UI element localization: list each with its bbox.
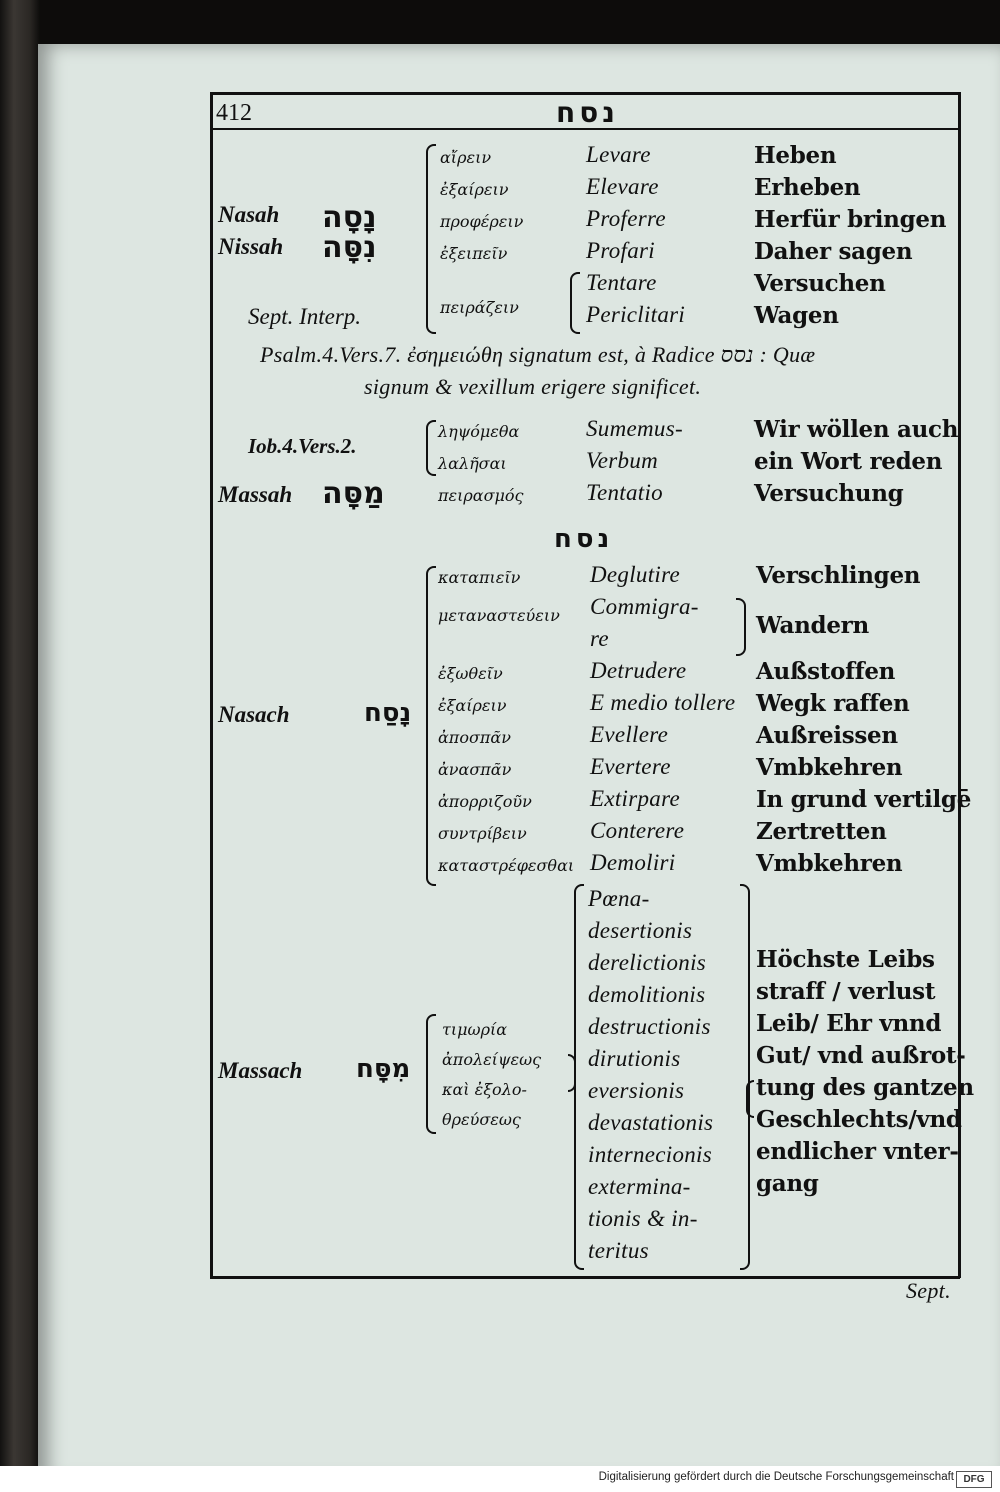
german-2-1: Wir wöllen auch: [754, 416, 959, 443]
label-massach: Massach: [218, 1058, 303, 1083]
latin-3-4: Detrudere: [590, 658, 687, 683]
brace-tentare: [570, 272, 580, 334]
german-4-5: tung des gantzen: [756, 1074, 974, 1101]
latin-1-2: Elevare: [586, 174, 659, 199]
german-1-2: Erheben: [754, 174, 861, 201]
hebrew-nasach: נָסַח: [364, 698, 412, 728]
german-4-1: Höchste Leibs: [756, 946, 935, 973]
german-3-3: Außstoffen: [756, 658, 896, 685]
latin-2-2: Verbum: [586, 448, 659, 473]
greek-3-3: ἐξωθεῖν: [438, 664, 503, 683]
latin-2-1: Sumemus-: [586, 416, 683, 441]
latin-3-1: Deglutire: [590, 562, 680, 587]
latin-3-6: Evellere: [590, 722, 669, 747]
greek-4-4: θρεύσεως: [442, 1110, 521, 1129]
german-1-4: Daher sagen: [754, 238, 913, 265]
brace-section4-greek: [426, 1014, 436, 1134]
brace-section2-greek: [426, 420, 436, 476]
latin-4-1: Pœna-: [588, 886, 650, 911]
greek-4-2: ἀπολείψεως: [442, 1050, 542, 1069]
frame-bottom-rule: [210, 1276, 960, 1279]
german-4-4: Gut/ vnd außrot-: [756, 1042, 966, 1069]
greek-3-7: ἀπορριζοῦν: [438, 792, 532, 811]
german-3-6: Vmbkehren: [756, 754, 903, 781]
german-4-8: gang: [756, 1170, 819, 1197]
latin-2-3: Tentatio: [586, 480, 663, 505]
german-3-4: Wegk raffen: [756, 690, 910, 717]
label-massah: Massah: [218, 482, 293, 507]
latin-4-6: dirutionis: [588, 1046, 681, 1071]
latin-3-10: Demoliri: [590, 850, 676, 875]
brace-section4-german: [746, 1080, 754, 1118]
footer-credit: Digitalisierung gefördert durch die Deutsche Forschungsgemeinschaft: [598, 1471, 954, 1483]
latin-1-3: Proferre: [586, 206, 666, 231]
frame-top-rule: [210, 92, 960, 95]
footer-bar: [0, 1466, 1000, 1492]
latin-3-9: Conterere: [590, 818, 685, 843]
book-page: [38, 44, 1000, 1466]
latin-3-7: Evertere: [590, 754, 671, 779]
greek-1-4: ἐξειπεῖν: [440, 244, 508, 263]
brace-section4-latin-left: [574, 884, 584, 1270]
latin-1-1: Levare: [586, 142, 651, 167]
label-nasach: Nasach: [218, 702, 290, 727]
greek-1-1: αἴρειν: [440, 148, 492, 167]
german-3-8: Zertretten: [756, 818, 887, 845]
latin-1-5: Tentare: [586, 270, 657, 295]
german-4-6: Geschlechts/vnd: [756, 1106, 962, 1133]
latin-3-3: re: [590, 626, 609, 651]
greek-1-3: προφέρειν: [440, 212, 524, 231]
greek-3-8: συντρίβειν: [438, 824, 527, 843]
label-sept-interp: Sept. Interp.: [248, 304, 362, 329]
dfg-logo: DFG: [956, 1471, 992, 1488]
frame-left-rule: [210, 92, 213, 1278]
greek-3-2: μεταναστεύειν: [438, 606, 560, 625]
latin-4-2: desertionis: [588, 918, 693, 943]
brace-section1-greek: [426, 144, 436, 334]
note-line-1: Psalm.4.Vers.7. ἐσημειώθη signatum est, à Radice נסס : Quæ: [260, 342, 816, 367]
greek-1-5: πειράζειν: [440, 298, 519, 317]
greek-3-1: καταπιεῖν: [438, 568, 521, 587]
label-nissah: Nissah: [218, 234, 284, 259]
german-3-5: Außreissen: [756, 722, 898, 749]
latin-4-12: teritus: [588, 1238, 649, 1263]
german-1-1: Heben: [754, 142, 837, 169]
greek-2-3: πειρασμός: [438, 486, 524, 505]
catchword: Sept.: [906, 1278, 951, 1303]
german-3-2: Wandern: [756, 612, 869, 639]
greek-2-1: ληψόμεθα: [438, 422, 520, 441]
greek-3-5: ἀποσπᾶν: [438, 728, 511, 747]
german-2-3: Versuchung: [754, 480, 904, 507]
german-4-7: endlicher vnter-: [756, 1138, 959, 1165]
german-1-3: Herfür bringen: [754, 206, 947, 233]
hebrew-massah: מַסָּה: [322, 476, 385, 511]
german-1-6: Wagen: [754, 302, 839, 329]
hebrew-nissah: נִסָּה: [322, 230, 377, 265]
label-iob-ref: Iob.4.Vers.2.: [248, 434, 357, 458]
latin-3-5: E medio tollere: [590, 690, 736, 715]
latin-4-11: tionis & in-: [588, 1206, 698, 1231]
german-4-3: Leib/ Ehr vnnd: [756, 1010, 942, 1037]
german-4-2: straff / verlust: [756, 978, 936, 1005]
brace-section3-greek: [426, 566, 436, 886]
brace-section4-latin-right: [740, 884, 750, 1270]
hebrew-nasah: נָסָה: [322, 200, 377, 235]
hebrew-running-title: נסח: [556, 96, 619, 129]
note-line-2: signum & vexillum erigere significet.: [364, 374, 702, 399]
page-number: 412: [216, 100, 252, 126]
greek-4-3: καὶ ἐξολο-: [442, 1080, 527, 1099]
german-3-9: Vmbkehren: [756, 850, 903, 877]
latin-4-3: derelictionis: [588, 950, 707, 975]
latin-4-8: devastationis: [588, 1110, 714, 1135]
greek-1-2: ἐξαίρειν: [440, 180, 509, 199]
latin-3-2: Commigra-: [590, 594, 699, 619]
german-2-2: ein Wort reden: [754, 448, 943, 475]
latin-4-7: eversionis: [588, 1078, 685, 1103]
latin-4-5: destructionis: [588, 1014, 711, 1039]
greek-3-9: καταστρέφεσθαι: [438, 856, 575, 875]
hebrew-massach: מִסָּח: [356, 1054, 411, 1084]
greek-4-1: τιμωρία: [442, 1020, 508, 1039]
latin-1-6: Periclitari: [586, 302, 686, 327]
greek-3-6: ἀνασπᾶν: [438, 760, 512, 779]
label-nasah: Nasah: [218, 202, 280, 227]
latin-1-4: Profari: [586, 238, 655, 263]
hebrew-subheading: נסח: [554, 524, 614, 554]
brace-wandern: [736, 598, 746, 656]
german-1-5: Versuchen: [754, 270, 886, 297]
latin-4-10: extermina-: [588, 1174, 691, 1199]
greek-3-4: ἐξαίρειν: [438, 696, 507, 715]
greek-2-2: λαλῆσαι: [438, 454, 507, 473]
latin-3-8: Extirpare: [590, 786, 680, 811]
german-3-1: Verschlingen: [756, 562, 921, 589]
latin-4-9: internecionis: [588, 1142, 712, 1167]
german-3-7: In grund vertilgē: [756, 786, 972, 813]
latin-4-4: demolitionis: [588, 982, 706, 1007]
